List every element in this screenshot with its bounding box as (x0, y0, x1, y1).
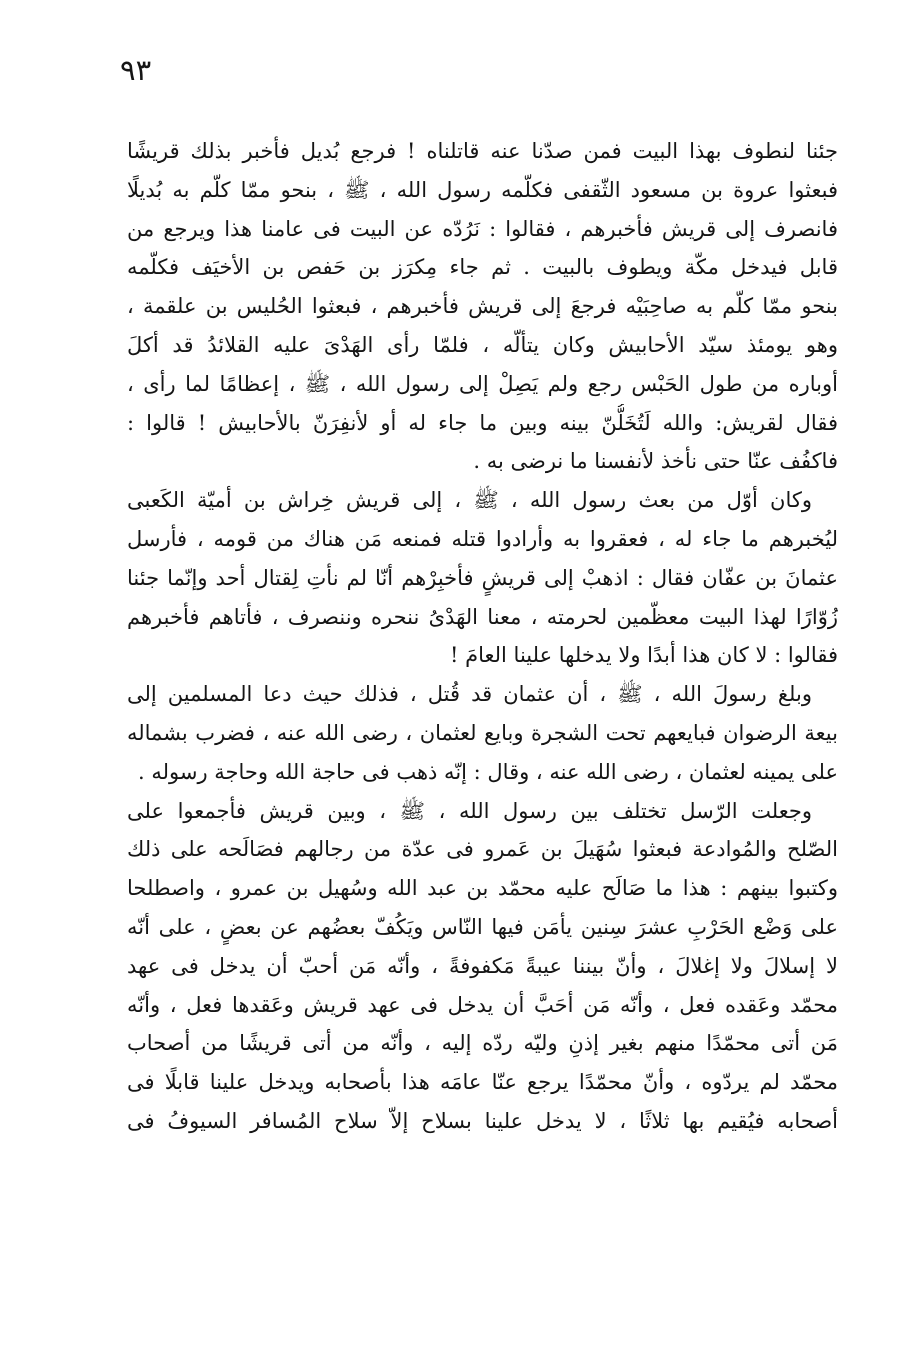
text-line: زُوّارًا لهذا البيت معظّمين لحرمته ، معنا الهَدْىُ ننحره وننصرف ، فأتاهم فأخبرهم (127, 604, 838, 629)
text-line: وهو يومئذ سيّد الأحابيش وكان يتألّه ، فلمّا رأى الهَدْىَ عليه القلائدُ قد أكلَ (127, 332, 838, 357)
text-line: قابل فيدخل مكّة ويطوف بالبيت . ثم جاء مِكرَز بن حَفص بن الأخيَف فكلّمه (127, 255, 838, 280)
text-line: فقالوا : لا كان هذا أبدًا ولا يدخلها علينا العامَ ! (450, 643, 838, 668)
text-line: محمّد وعَقده فعل ، وأنّه مَن أحَبَّ أن يدخل فى عهد قريش وعَقدها فعل ، وأنّه (127, 992, 838, 1017)
text-line: الصّلح والمُوادعة فبعثوا سُهَيلَ بن عَمرو فى عدّة من رجالهم فصَالَحه على ذلك (127, 837, 838, 862)
text-line: وكتبوا بينهم : هذا ما صَالَح عليه محمّد بن عبد الله وسُهيل بن عمرو ، واصطلحا (127, 876, 838, 901)
text-line: أوباره من طول الحَبْس رجع ولم يَصِلْ إلى رسول الله ، ﷺ ، إعظامًا لما رأى ، (127, 371, 838, 396)
text-line: وجعلت الرّسل تختلف بين رسول الله ، ﷺ ، وبين قريش فأجمعوا على (127, 798, 812, 823)
text-line: بنحو ممّا كلّم به صاحِبَيْه فرجعَ إلى قريش فأخبرهم ، فبعثوا الحُليس بن علقمة ، (127, 294, 838, 319)
text-line: فانصرف إلى قريش فأخبرهم ، فقالوا : نَرُدّه عن البيت فى عامنا هذا ويرجع من (127, 216, 838, 241)
text-line: أصحابه فيُقيم بها ثلاثًا ، لا يدخل علينا بسلاح إلاّ سلاح المُسافر السيوفُ فى (127, 1108, 838, 1133)
text-line: على يمينه لعثمان ، رضى الله عنه ، وقال : إنّه ذهب فى حاجة الله وحاجة رسوله . (138, 759, 838, 784)
body-text (127, 132, 838, 1141)
text-line: ليُخبرهم ما جاء له ، فعقروا به وأرادوا قتله فمنعه مَن هناك من قومه ، فأرسل (127, 526, 838, 551)
text-line: وبلغ رسولَ الله ، ﷺ ، أن عثمان قد قُتل ، فذلك حيث دعا المسلمين إلى (127, 682, 812, 707)
text-line: مَن أتى محمّدًا منهم بغير إذنِ وليّه ردّه إليه ، وأنّه من أتى قريشًا من أصحاب (127, 1031, 838, 1056)
text-line: جئنا لنطوف بهذا البيت فمن صدّنا عنه قاتلناه ! فرجع بُديل فأخبر بذلك قريشًا (127, 139, 838, 163)
text-line: فبعثوا عروة بن مسعود الثّقفى فكلّمه رسول الله ، ﷺ ، بنحو ممّا كلّم به بُديلًا (127, 177, 838, 202)
text-line: وكان أوّل من بعث رسول الله ، ﷺ ، إلى قريش خِراش بن أميّة الكَعبى (127, 488, 812, 513)
text-line: محمّد لم يردّوه ، وأنّ محمّدًا يرجع عنّا عامَه هذا بأصحابه ويدخل علينا قابلًا فى (127, 1070, 838, 1095)
text-line: فاكفُف عنّا حتى نأخذ لأنفسنا ما نرضى به . (473, 449, 838, 474)
text-line: بيعة الرضوان فبايعهم تحت الشجرة وبايع لعثمان ، رضى الله عنه ، فضرب بشماله (127, 720, 838, 745)
text-line: على وَضْع الحَرْبِ عشرَ سِنين يأمَن فيها النّاس ويَكُفّ بعضُهم عن بعضٍ ، على أنّه (127, 914, 838, 939)
text-line: فقال لقريش: والله لَتُخَلُّنّ بينه وبين ما جاء له أو لأنفِرَنّ بالأحابيش ! قالوا : (127, 410, 838, 435)
page-number: ٩٣ (120, 53, 152, 87)
text-line: لا إسلالَ ولا إغلالَ ، وأنّ بيننا عيبةً مَكفوفةً ، وأنّه مَن أحبّ أن يدخل فى عهد (127, 953, 838, 978)
text-line: عثمانَ بن عفّان فقال : اذهبْ إلى قريشٍ فأخبِرْهم أنّا لم نأتِ لِقتال أحد وإنّما جئنا (127, 565, 838, 590)
